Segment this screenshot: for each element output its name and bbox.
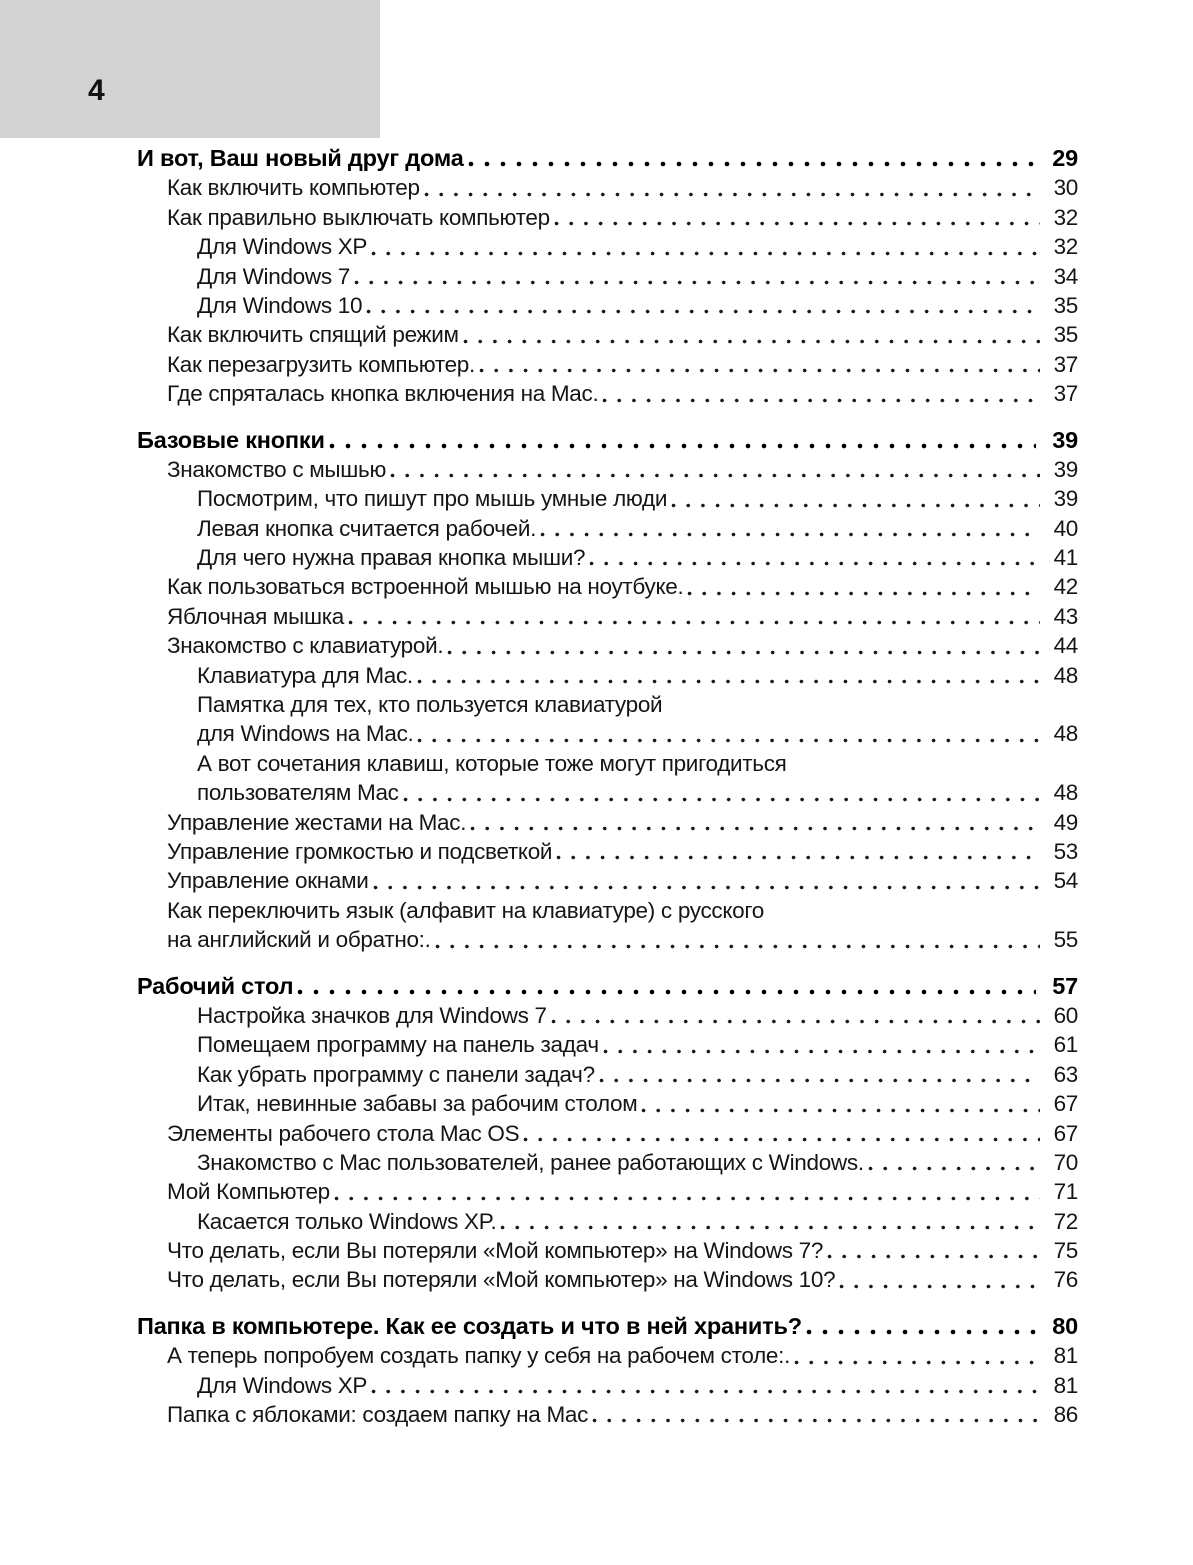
toc-entry <box>137 572 1078 601</box>
toc-section-title-text: Рабочий стол <box>137 972 294 999</box>
toc-entry <box>137 661 1078 690</box>
toc-entry <box>137 1177 1078 1206</box>
toc-entry-text: А вот сочетания клавиш, которые тоже могут пригодиться <box>197 750 787 776</box>
toc-entry <box>137 602 1078 631</box>
toc-entry <box>137 719 1078 748</box>
toc-entry-text: Настройка значков для Windows 7 <box>197 1002 547 1028</box>
toc-entry <box>137 1400 1078 1429</box>
toc-entry-text: Знакомство с Mac пользователей, ранее работающих с Windows. <box>197 1149 864 1175</box>
toc-section-title <box>137 1312 1078 1341</box>
toc-entry-page: 42 <box>1053 574 1078 600</box>
dot-leader <box>601 1030 1040 1059</box>
toc-entry-text: Управление окнами <box>167 868 369 894</box>
dot-leader <box>597 1060 1040 1089</box>
toc-section-title <box>137 972 1078 1001</box>
toc-section-title-text: Папка в компьютере. Как ее создать и что в ней хранить? <box>137 1312 802 1339</box>
toc-section <box>137 144 1078 409</box>
toc-entry-page: 40 <box>1053 515 1078 541</box>
toc-entry-text: для Windows на Mac. <box>197 721 414 747</box>
toc-section <box>137 426 1078 955</box>
toc-entry <box>137 484 1078 513</box>
dot-leader <box>332 1177 1040 1206</box>
toc-entry-text: Помещаем программу на панель задач <box>197 1032 599 1058</box>
dot-leader <box>804 1312 1036 1341</box>
dot-leader <box>837 1265 1040 1294</box>
dot-leader <box>587 543 1040 572</box>
toc-entry-text: Что делать, если Вы потеряли «Мой компьютер» на Windows 10? <box>167 1267 836 1293</box>
toc-entry-text: Управление жестами на Mac. <box>167 809 467 835</box>
dot-leader <box>552 203 1040 232</box>
toc-entry <box>137 1030 1078 1059</box>
dot-leader <box>369 1371 1040 1400</box>
toc-section-title-page: 29 <box>1052 145 1078 171</box>
dot-leader <box>388 455 1040 484</box>
dot-leader <box>477 350 1040 379</box>
toc-entry <box>137 379 1078 408</box>
toc-entry-text: Как включить компьютер <box>167 175 420 201</box>
toc-entry-page: 48 <box>1053 780 1078 806</box>
toc-entry-page: 86 <box>1053 1402 1078 1428</box>
toc-entry <box>137 1119 1078 1148</box>
toc-entry <box>137 808 1078 837</box>
dot-leader <box>371 866 1040 895</box>
toc-entry-page: 37 <box>1053 351 1078 377</box>
dot-leader <box>639 1089 1040 1118</box>
dot-leader <box>295 972 1036 1001</box>
toc-section-title <box>137 144 1078 173</box>
toc-entry-page: 34 <box>1053 263 1078 289</box>
toc-entry <box>137 631 1078 660</box>
toc-entry-text: Для Windows XP <box>197 1372 368 1398</box>
toc-entry <box>137 1207 1078 1236</box>
dot-leader <box>369 232 1040 261</box>
toc-entry-page: 39 <box>1053 456 1078 482</box>
toc-entry <box>137 896 1078 925</box>
toc-entry-page: 39 <box>1053 486 1078 512</box>
page-number-block <box>0 0 380 138</box>
toc-entry <box>137 514 1078 543</box>
toc-entry-text: Где спряталась кнопка включения на Mac. <box>167 381 599 407</box>
toc-entry-text: Папка с яблоками: создаем папку на Mac <box>167 1402 589 1428</box>
toc-entry-page: 72 <box>1053 1208 1078 1234</box>
toc-entry-text: Управление громкостью и подсветкой <box>167 838 553 864</box>
toc-entry-text: А теперь попробуем создать папку у себя на рабочем столе:. <box>167 1343 791 1369</box>
toc-entry-page: 67 <box>1053 1091 1078 1117</box>
toc-entry-text: Как перезагрузить компьютер. <box>167 351 475 377</box>
toc-entry-text: Знакомство с клавиатурой. <box>167 633 444 659</box>
toc-entry <box>137 1001 1078 1030</box>
toc-section <box>137 972 1078 1295</box>
toc-entry <box>137 1265 1078 1294</box>
dot-leader <box>600 379 1040 408</box>
toc-entry <box>137 866 1078 895</box>
toc-entry <box>137 1060 1078 1089</box>
page-number: 4 <box>88 74 105 107</box>
toc-entry-text: Для Windows 7 <box>197 263 350 289</box>
toc-entry <box>137 1089 1078 1118</box>
toc-entry <box>137 1236 1078 1265</box>
toc-entry-page: 44 <box>1053 633 1078 659</box>
dot-leader <box>498 1207 1040 1236</box>
dot-leader <box>401 778 1040 807</box>
dot-leader <box>825 1236 1040 1265</box>
toc-entry-page: 60 <box>1053 1002 1078 1028</box>
dot-leader <box>590 1400 1040 1429</box>
toc-entry-text: Что делать, если Вы потеряли «Мой компьютер» на Windows 7? <box>167 1238 824 1264</box>
toc-entry-page: 75 <box>1053 1238 1078 1264</box>
dot-leader <box>554 837 1040 866</box>
toc-entry-text: Как пользоваться встроенной мышью на ноутбуке. <box>167 574 684 600</box>
toc-entry-page: 48 <box>1053 662 1078 688</box>
toc-entry <box>137 690 1078 719</box>
toc-entry-page: 30 <box>1053 175 1078 201</box>
dot-leader <box>327 426 1036 455</box>
toc-entry-page: 55 <box>1053 927 1078 953</box>
toc-entry-page: 43 <box>1053 603 1078 629</box>
toc-entry-text: Для Windows 10 <box>197 292 363 318</box>
dot-leader <box>364 291 1040 320</box>
toc-entry-text: Как правильно выключать компьютер <box>167 204 550 230</box>
toc-entry-text: Памятка для тех, кто пользуется клавиатурой <box>197 692 663 718</box>
toc-entry-text: Посмотрим, что пишут про мышь умные люди <box>197 486 668 512</box>
toc-section <box>137 1312 1078 1430</box>
toc-entry-page: 32 <box>1053 204 1078 230</box>
dot-leader <box>669 484 1040 513</box>
dot-leader <box>415 719 1040 748</box>
toc-section-title-text: Базовые кнопки <box>137 426 325 453</box>
toc-entry <box>137 262 1078 291</box>
toc-entry <box>137 203 1078 232</box>
toc-entry-page: 71 <box>1053 1179 1078 1205</box>
toc-entry-text: Как убрать программу с панели задач? <box>197 1061 595 1087</box>
dot-leader <box>415 661 1040 690</box>
dot-leader <box>352 262 1040 291</box>
toc-entry-page: 61 <box>1053 1032 1078 1058</box>
toc-entry-page: 63 <box>1053 1061 1078 1087</box>
toc-entry-text: Левая кнопка считается рабочей. <box>197 515 537 541</box>
toc-entry-text: Для чего нужна правая кнопка мыши? <box>197 545 586 571</box>
dot-leader <box>866 1148 1040 1177</box>
toc-entry-page: 41 <box>1053 545 1078 571</box>
toc-section-title-page: 57 <box>1052 972 1078 999</box>
dot-leader <box>445 631 1040 660</box>
toc-entry-page: 67 <box>1053 1120 1078 1146</box>
toc-entry <box>137 1341 1078 1370</box>
toc-entry-text: Элементы рабочего стола Mac OS <box>167 1120 520 1146</box>
toc-section-title-page: 39 <box>1052 426 1078 453</box>
toc-section-title-text: И вот, Ваш новый друг дома <box>137 145 464 171</box>
table-of-contents <box>137 144 1078 1429</box>
toc-entry-text: Мой Компьютер <box>167 1179 330 1205</box>
toc-entry-page: 49 <box>1053 809 1078 835</box>
toc-entry-text: Клавиатура для Mac. <box>197 662 413 688</box>
toc-entry-page: 53 <box>1053 838 1078 864</box>
toc-entry <box>137 1371 1078 1400</box>
dot-leader <box>538 514 1040 543</box>
dot-leader <box>466 144 1036 173</box>
toc-entry-text: на английский и обратно:. <box>167 927 431 953</box>
toc-section-title-page: 80 <box>1052 1312 1078 1339</box>
dot-leader <box>685 572 1040 601</box>
toc-entry-page: 35 <box>1053 292 1078 318</box>
toc-entry <box>137 173 1078 202</box>
toc-entry-text: Знакомство с мышью <box>167 456 387 482</box>
toc-section-title <box>137 426 1078 455</box>
dot-leader <box>468 808 1040 837</box>
toc-entry-text: пользователям Mac <box>197 780 399 806</box>
dot-leader <box>422 173 1040 202</box>
toc-entry-page: 37 <box>1053 381 1078 407</box>
toc-entry <box>137 455 1078 484</box>
dot-leader <box>461 320 1040 349</box>
toc-entry <box>137 925 1078 954</box>
dot-leader <box>549 1001 1040 1030</box>
toc-entry <box>137 778 1078 807</box>
toc-entry-text: Касается только Windows XP. <box>197 1208 497 1234</box>
toc-entry-text: Яблочная мышка <box>167 603 344 629</box>
dot-leader <box>346 602 1040 631</box>
toc-entry-page: 54 <box>1053 868 1078 894</box>
toc-entry-text: Итак, невинные забавы за рабочим столом <box>197 1091 638 1117</box>
toc-entry-page: 81 <box>1053 1372 1078 1398</box>
toc-entry-text: Как переключить язык (алфавит на клавиатуре) с русского <box>167 897 765 923</box>
dot-leader <box>433 925 1040 954</box>
toc-entry-page: 32 <box>1053 234 1078 260</box>
dot-leader <box>521 1119 1040 1148</box>
toc-entry <box>137 837 1078 866</box>
toc-entry-page: 35 <box>1053 322 1078 348</box>
toc-entry <box>137 749 1078 778</box>
toc-entry-page: 81 <box>1053 1343 1078 1369</box>
toc-entry <box>137 320 1078 349</box>
dot-leader <box>792 1341 1040 1370</box>
toc-entry <box>137 291 1078 320</box>
toc-entry-text: Для Windows XP <box>197 234 368 260</box>
toc-entry <box>137 543 1078 572</box>
toc-entry <box>137 350 1078 379</box>
toc-entry <box>137 232 1078 261</box>
toc-entry-text: Как включить спящий режим <box>167 322 459 348</box>
toc-entry <box>137 1148 1078 1177</box>
toc-entry-page: 70 <box>1053 1149 1078 1175</box>
toc-entry-page: 76 <box>1053 1267 1078 1293</box>
toc-entry-page: 48 <box>1053 721 1078 747</box>
